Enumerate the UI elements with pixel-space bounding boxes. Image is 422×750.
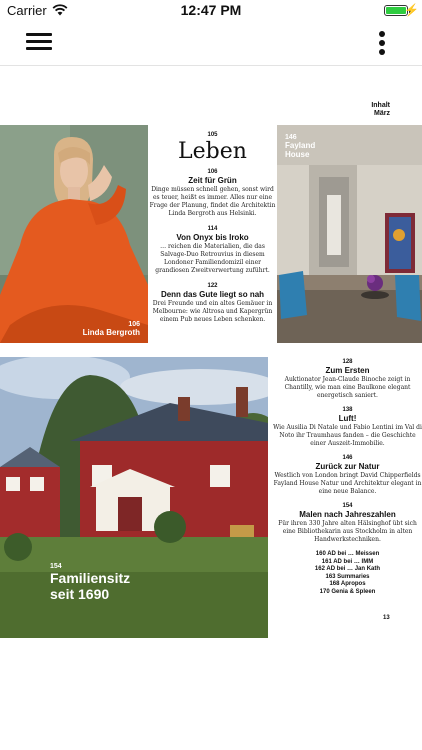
toc-entry[interactable]: 146 Zurück zur Natur Westlich von London bringt David Chipperfields Fayland House Natur und Architektur elegant in eine neue Balance. xyxy=(273,455,422,495)
house-caption: 154 Familiensitz seit 1690 xyxy=(50,563,131,602)
toc-entry[interactable]: 154 Malen nach Jahreszahlen Für ihren 330 Jahre alten Hälsinghof übt sich eine Bibliothekarin aus Stockholm in alten Handwerkstechniken. xyxy=(278,503,417,543)
ad-list xyxy=(273,551,422,596)
toc-entry[interactable]: 106 Zeit für Grün Dinge müssen schnell gehen, sonst wird es teuer, heißt es immer. Alles nur eine Frage der Planung, findet die Architektin Linda Bergroth aus Helsinki. xyxy=(149,169,276,217)
nav-bar xyxy=(0,22,422,66)
toc-entry[interactable]: 114 Von Onyx bis Iroko … reichen die Materialien, die das Salvage-Duo Retrouvius in diesem Londoner Familiendomizil einer grandiosen Zweitverwertung zuführt. xyxy=(155,226,270,274)
page-number: 13 xyxy=(383,615,390,621)
toc-entry[interactable]: 122 Denn das Gute liegt so nah Drei Freunde und ein altes Gemäuer in Melbourne: wie Altrosa und Kapergrün einem Pub neues Leben schenken. xyxy=(152,283,273,323)
leben-section xyxy=(148,132,277,332)
list-item[interactable]: 170 Genia & Spleen xyxy=(319,588,376,595)
interior-caption: 146 Fayland House xyxy=(285,134,316,159)
list-item[interactable]: 160 AD bei … Meissen xyxy=(315,551,380,557)
more-vertical-icon[interactable] xyxy=(376,30,388,56)
toc-entry[interactable]: 138 Luft! Wie Ausilia Di Natale und Fabio Lentini im Val di Noto ihr Traumhaus fanden – die Geschichte einer Auszeit-Immobilie. xyxy=(273,407,422,447)
list-item[interactable]: 163 Summaries xyxy=(325,573,370,580)
contents-header: Inhalt März xyxy=(371,102,390,117)
photo-fayland-house[interactable] xyxy=(277,125,422,343)
woman-caption: 106 Linda Bergroth xyxy=(82,321,140,337)
list-item[interactable]: 168 Apropos xyxy=(329,581,366,587)
photo-familiensitz[interactable] xyxy=(0,357,268,638)
toc-entry[interactable]: 128 Zum Ersten Auktionator Jean-Claude Binoche zeigt in Chantilly, wie man eine Baulkone elegant energetisch saniert. xyxy=(284,359,411,399)
photo-linda-bergroth[interactable] xyxy=(0,125,148,343)
hamburger-icon[interactable] xyxy=(26,32,52,52)
house-illustration xyxy=(0,357,268,638)
woman-illustration xyxy=(0,125,148,343)
magazine-page[interactable] xyxy=(0,67,422,750)
right-toc-column xyxy=(273,359,422,596)
list-item[interactable]: 161 AD bei … IMM xyxy=(321,558,374,565)
clock: 12:47 PM xyxy=(180,2,242,18)
status-bar xyxy=(0,0,422,22)
leben-title: Leben xyxy=(178,139,247,164)
battery-fill xyxy=(386,7,406,14)
carrier-label: Carrier xyxy=(7,3,47,18)
list-item[interactable]: 162 AD bei … Jan Kath xyxy=(314,566,381,572)
charging-bolt-icon: ⚡ xyxy=(404,3,419,17)
leben-number: 105 xyxy=(207,132,218,138)
